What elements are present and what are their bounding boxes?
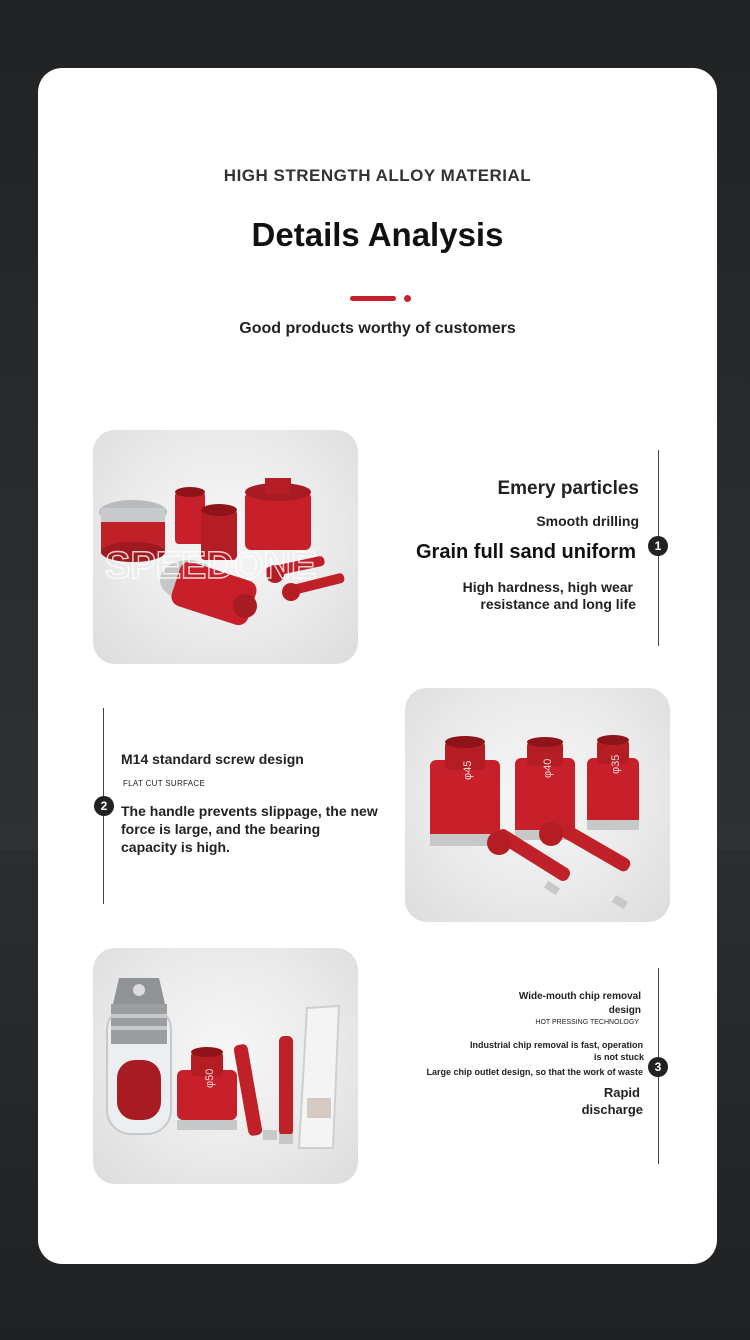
- section2-heading: M14 standard screw design: [121, 751, 304, 767]
- title-accent-dot: [404, 295, 411, 302]
- watermark-text: SPEEDONE: [105, 545, 317, 587]
- section3-end-line1: Rapid: [603, 1085, 640, 1100]
- section3-small-label: HOT PRESSING TECHNOLOGY: [535, 1019, 639, 1026]
- section1-headline: Grain full sand uniform: [415, 541, 636, 563]
- header-subtitle: HIGH STRENGTH ALLOY MATERIAL: [223, 166, 532, 185]
- product-photo-3: [93, 948, 358, 1184]
- step-badge-3: 3: [648, 1057, 668, 1077]
- size-label-45: φ45: [462, 760, 474, 780]
- section3-end-line2: discharge: [581, 1102, 643, 1117]
- section3-heading-line2: design: [608, 1005, 641, 1016]
- page-title: Details Analysis: [251, 216, 504, 253]
- section2-small-label: FLAT CUT SURFACE: [123, 779, 206, 788]
- section1-heading: Emery particles: [497, 478, 639, 499]
- section2-desc-line3: capacity is high.: [121, 839, 230, 855]
- section3-heading-line1: Wide-mouth chip removal: [518, 991, 641, 1002]
- section2-desc-line2: force is large, and the bearing: [121, 821, 321, 837]
- size-label-35: φ35: [610, 754, 622, 774]
- step-badge-2: 2: [94, 796, 114, 816]
- section3-desc1-line2: is not stuck: [593, 1052, 644, 1062]
- section2-desc-line1: The handle prevents slippage, the new: [121, 803, 378, 819]
- details-card: [38, 68, 717, 1264]
- section1-desc-line1: High hardness, high wear: [462, 579, 633, 595]
- product-photo-1: [93, 430, 358, 664]
- header-tagline: Good products worthy of customers: [239, 320, 516, 337]
- title-accent-bar: [350, 296, 396, 301]
- size-label-50: φ50: [204, 1068, 216, 1088]
- section1-sub: Smooth drilling: [536, 513, 639, 529]
- product-photo-2: [405, 688, 670, 922]
- size-label-40: φ40: [542, 758, 554, 778]
- step-badge-1: 1: [648, 536, 668, 556]
- section3-desc2: Large chip outlet design, so that the work of waste: [426, 1067, 643, 1077]
- section3-desc1-line1: Industrial chip removal is fast, operation: [469, 1040, 643, 1050]
- section1-desc-line2: resistance and long life: [480, 596, 636, 612]
